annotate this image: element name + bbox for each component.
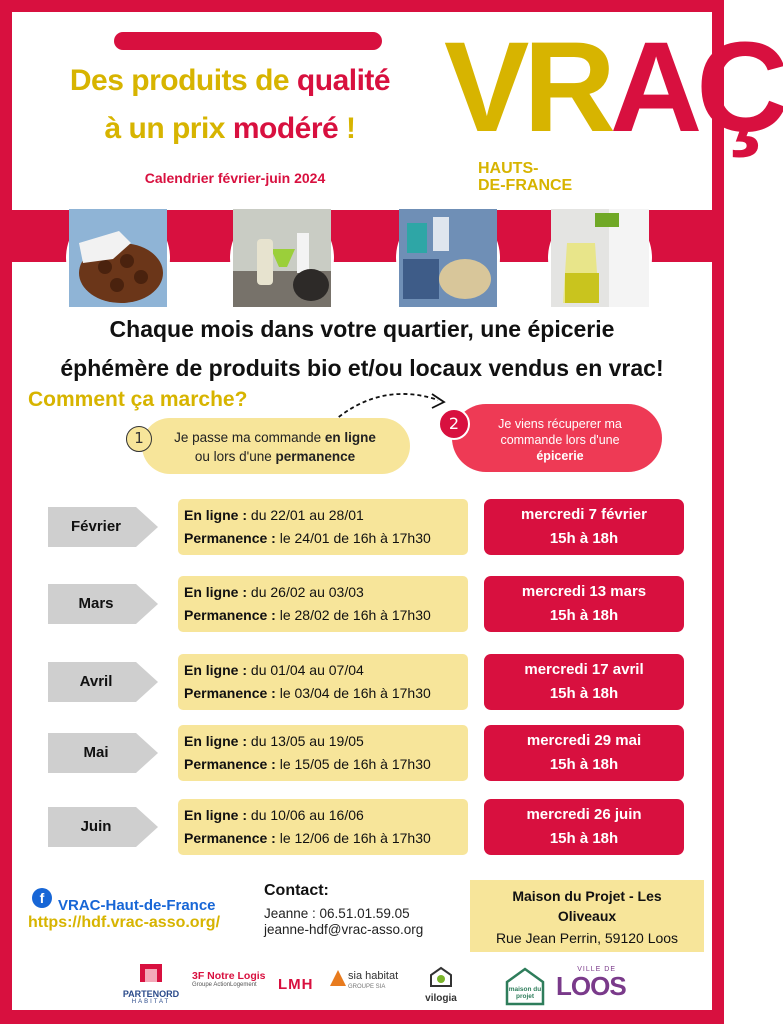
photo-oil-funnel (230, 206, 334, 310)
venue-name: Maison du Projet - Les Oliveaux (512, 888, 662, 924)
order-window: En ligne : du 13/05 au 19/05 Permanence : le 15/05 de 16h à 17h30 (178, 725, 468, 781)
contact-email: jeanne-hdf@vrac-asso.org (264, 922, 424, 937)
poster: Des produits de qualité à un prix modéré ! Calendrier février-juin 2024 VRAÇ HAUTS- DE-FRANCE Chaque mois dans votre quartier, une épicerie éphémère de produits bio et/ou locaux vendus en vrac! Comment ça marche? 1 Je passe ma commande en ligne ou lors d'une permanence 2 Je viens récuperer ma commande lors d'une épicerie Février En ligne : du 22/01 au 28/01 Permanence : le 24/01 de 16h à 17h30 mercredi 7 février 15h à 18h Mars En ligne : du 26/02 au 03/03 Permanence : le 28/02 de 16h à 17h30 mercredi 13 mars 15h à 18h Avril En ligne : du 01/04 au 07/04 Permanence : le 03/04 de 16h à 17h30 mercredi 17 avril 15h à 18h Mai En ligne : du 13/05 au 19/05 Permanence : le 15/05 de 16h à 17h30 mercredi 29 mai 15h à 18h Juin En ligne : du 10/06 au 16/06 Permanence : le 12/06 de 16h à 17h30 mercredi 26 juin 15h à 18h f VRAC-Haut-de-France https://hdf.vrac-asso.org/ Contact: Jeanne : 06.51.01.59.05 jeanne-hdf@vrac-asso.org Maison du Projet - Les Oliveaux Rue Jean Perrin, 59120 Loos PARTENORD HABITAT 3F Notre Logis Groupe ActionLogement LMH sia habitat GROUPE SIA vilogia maison du projet VILLE DE LOOS (0, 0, 724, 1024)
contact-title: Contact: (264, 882, 329, 899)
month-label: Mars (78, 595, 114, 612)
contact-phone: Jeanne : 06.51.01.59.05 (264, 906, 410, 921)
pickup-date: mercredi 26 juin 15h à 18h (484, 799, 684, 855)
facebook-page-name: VRAC-Haut-de-France (58, 897, 216, 914)
step-2-text: Je viens récuperer ma commande lors d'une épicerie (498, 417, 622, 463)
calendar-period: Calendrier février-juin 2024 (144, 170, 326, 186)
pickup-date: mercredi 7 février 15h à 18h (484, 499, 684, 555)
ville-de-loos-logo: VILLE DE LOOS (556, 966, 626, 1001)
photo-bottle-pour (548, 206, 652, 310)
pickup-date: mercredi 13 mars 15h à 18h (484, 576, 684, 632)
vrac-logo (444, 16, 783, 200)
order-window: En ligne : du 10/06 au 16/06 Permanence : le 12/06 de 16h à 17h30 (178, 799, 468, 855)
order-window: En ligne : du 26/02 au 03/03 Permanence : le 28/02 de 16h à 17h30 (178, 576, 468, 632)
partenord-logo: PARTENORD HABITAT (114, 962, 188, 1005)
month-label: Juin (80, 818, 112, 835)
intro-line-1: Chaque mois dans votre quartier, une épicerie (109, 316, 615, 342)
how-it-works-title: Comment ça marche? (28, 388, 248, 411)
intro-line-2: éphémère de produits bio et/ou locaux vendus en vrac! (60, 355, 664, 381)
month-label: Février (70, 518, 122, 535)
headline-line-2: à un prix modéré ! (104, 112, 356, 145)
step-2-number: 2 (438, 408, 470, 440)
maison-du-projet-logo: maison du projet (504, 966, 546, 1006)
month-arrow (48, 507, 158, 547)
pickup-date: mercredi 29 mai 15h à 18h (484, 725, 684, 781)
venue-address: Rue Jean Perrin, 59120 Loos (495, 930, 679, 946)
step-1-number: 1 (126, 426, 152, 452)
step-1-text: Je passe ma commande en ligne ou lors d'une permanence (174, 430, 376, 464)
logo-region: HAUTS- DE-FRANCE (478, 160, 573, 194)
photo-bulk-nuts (396, 206, 500, 310)
month-label: Avril (79, 673, 113, 690)
order-window: En ligne : du 22/01 au 28/01 Permanence : le 24/01 de 16h à 17h30 (178, 499, 468, 555)
month-label: Mai (83, 744, 109, 761)
month-arrow (48, 733, 158, 773)
month-arrow (48, 584, 158, 624)
notre-logis-logo: 3F Notre Logis Groupe ActionLogement (192, 970, 266, 988)
order-window: En ligne : du 01/04 au 07/04 Permanence : le 03/04 de 16h à 17h30 (178, 654, 468, 710)
facebook-icon: f (32, 888, 52, 908)
headline-line-1: Des produits de qualité (69, 64, 391, 97)
logo-wordmark: VRAÇ (444, 16, 783, 159)
website-url: https://hdf.vrac-asso.org/ (28, 914, 221, 931)
vilogia-logo: vilogia (418, 966, 464, 1004)
photo-dates-glove (66, 206, 170, 310)
venue-box (470, 880, 704, 952)
month-arrow (48, 807, 158, 847)
decorative-pill (114, 32, 382, 50)
lmh-logo: LMH (278, 976, 314, 993)
pickup-date: mercredi 17 avril 15h à 18h (484, 654, 684, 710)
month-arrow (48, 662, 158, 702)
